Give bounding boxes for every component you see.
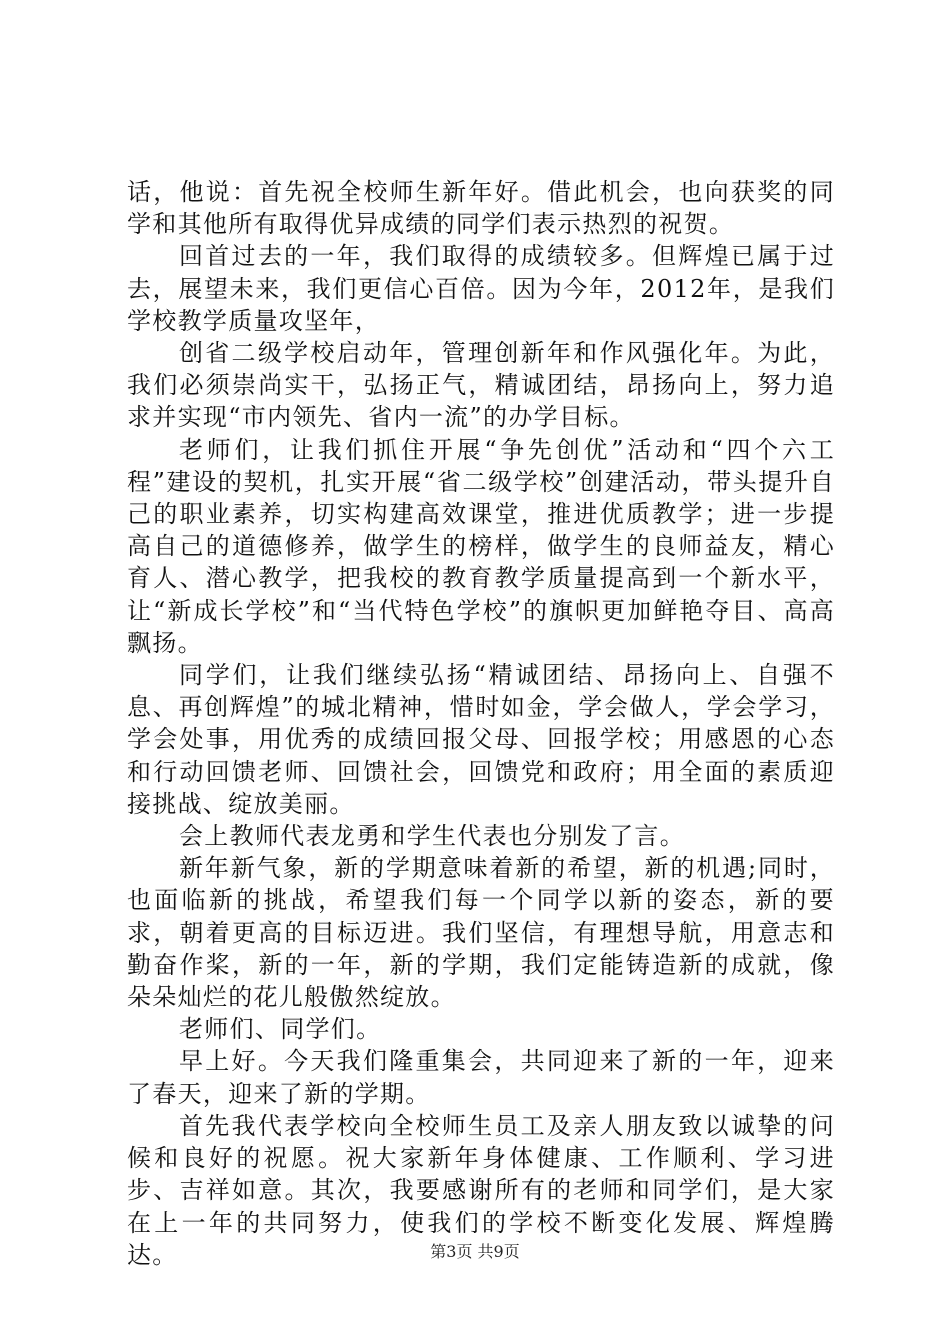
paragraph-1: 话，他说：首先祝全校师生新年好。借此机会，也向获奖的同学和其他所有取得优异成绩的同学们表示热烈的祝贺。 xyxy=(127,178,835,239)
paragraph-9: 早上好。今天我们隆重集会，共同迎来了新的一年，迎来了春天，迎来了新的学期。 xyxy=(127,1047,835,1108)
paragraph-2: 回首过去的一年，我们取得的成绩较多。但辉煌已属于过去，展望未来，我们更信心百倍。因为今年，2012年，是我们学校教学质量攻坚年， xyxy=(127,242,835,335)
paragraph-7: 新年新气象，新的学期意味着新的希望，新的机遇;同时，也面临新的挑战，希望我们每一个同学以新的姿态，新的要求，朝着更高的目标迈进。我们坚信，有理想导航，用意志和勤奋作桨，新的一年，新的学期，我们定能铸造新的成就，像朵朵灿烂的花儿般傲然绽放。 xyxy=(127,854,835,1012)
paragraph-8: 老师们、同学们。 xyxy=(179,1015,382,1044)
paragraph-3: 创省二级学校启动年，管理创新年和作风强化年。为此，我们必须崇尚实干，弘扬正气，精诚团结，昂扬向上，努力追求并实现“市内领先、省内一流”的办学目标。 xyxy=(127,339,835,432)
page-number-footer: 第3页 共9页 xyxy=(430,1242,520,1261)
paragraph-6: 会上教师代表龙勇和学生代表也分别发了言。 xyxy=(179,822,685,851)
paragraph-10: 首先我代表学校向全校师生员工及亲人朋友致以诚挚的问候和良好的祝愿。祝大家新年身体健康、工作顺利、学习进步、吉祥如意。其次，我要感谢所有的老师和同学们，是大家在上一年的共同努力，使我们的学校不断变化发展、辉煌腾达。 xyxy=(127,1111,835,1269)
paragraph-5: 同学们，让我们继续弘扬“精诚团结、昂扬向上、自强不息、再创辉煌”的城北精神，惜时如金，学会做人，学会学习，学会处事，用优秀的成绩回报父母、回报学校；用感恩的心态和行动回馈老师、回馈社会，回馈党和政府；用全面的素质迎接挑战、绽放美丽。 xyxy=(127,661,835,818)
document-body xyxy=(127,176,835,1271)
paragraph-4: 老师们，让我们抓住开展“争先创优”活动和“四个六工程”建设的契机，扎实开展“省二级学校”创建活动，带头提升自己的职业素养，切实构建高效课堂，推进优质教学；进一步提高自己的道德修养，做学生的榜样，做学生的良师益友，精心育人、潜心教学，把我校的教育教学质量提高到一个新水平，让“新成长学校”和“当代特色学校”的旗帜更加鲜艳夺目、高高飘扬。 xyxy=(127,435,835,657)
